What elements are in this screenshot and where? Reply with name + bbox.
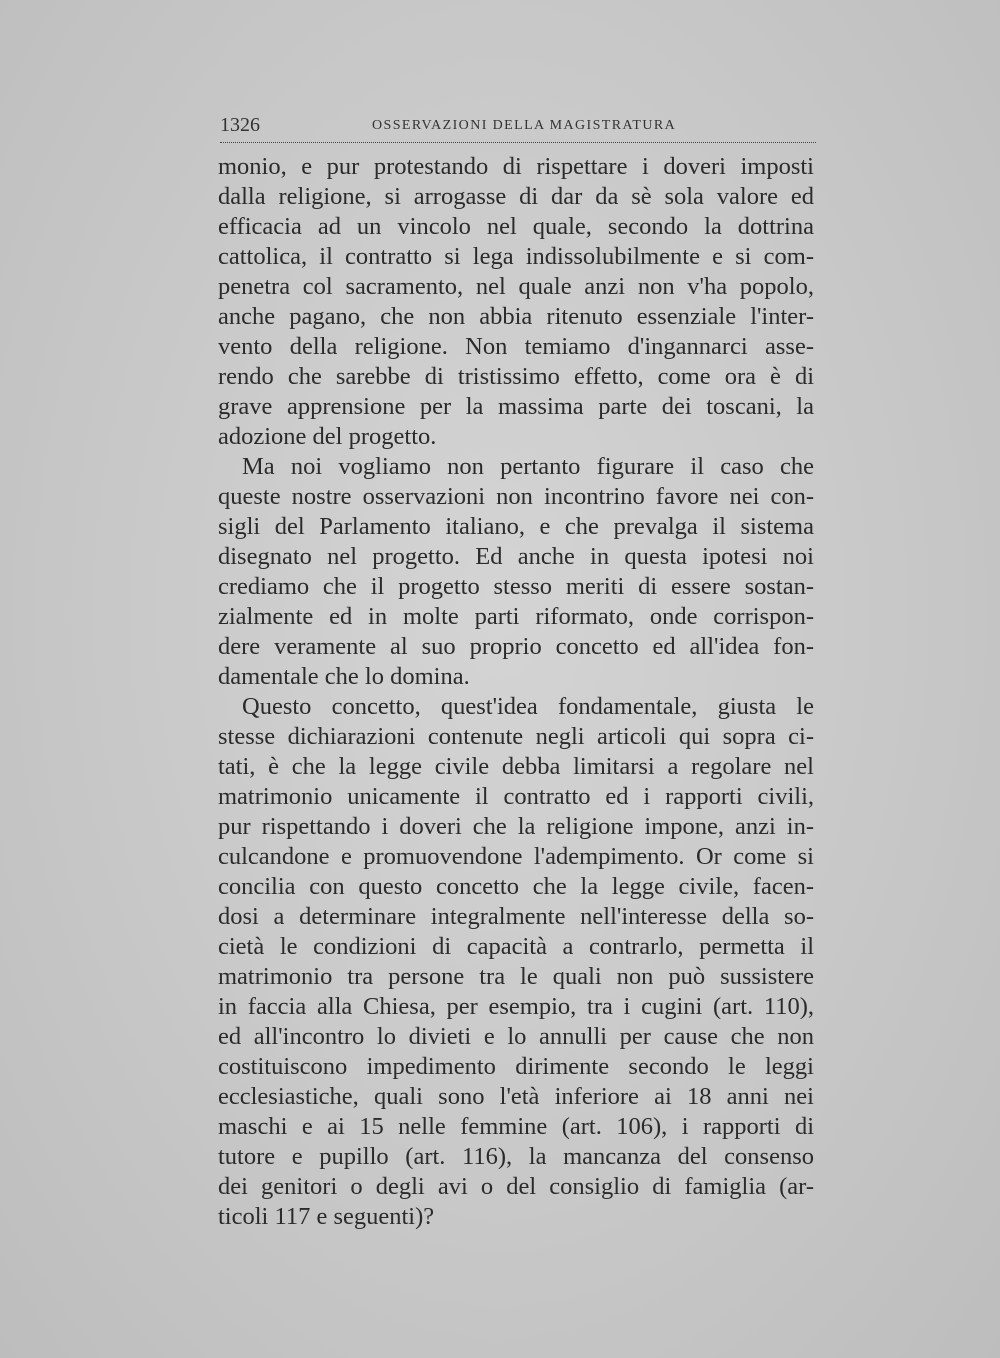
text-line: zialmente ed in molte parti riformato, onde corrispon- — [218, 603, 814, 630]
text-line: dalla religione, si arrogasse di dar da sè sola valore ed — [218, 183, 814, 210]
text-line: crediamo che il progetto stesso meriti di essere sostan- — [218, 573, 814, 600]
text-line: vento della religione. Non temiamo d'ingannarci asse- — [218, 333, 814, 360]
text-line: damentale che lo domina. — [218, 663, 470, 690]
text-line: tutore e pupillo (art. 116), la mancanza del consenso — [218, 1143, 814, 1170]
text-line: grave apprensione per la massima parte dei toscani, la — [218, 393, 814, 420]
text-line: pur rispettando i doveri che la religione impone, anzi in- — [218, 813, 814, 840]
text-line: disegnato nel progetto. Ed anche in questa ipotesi noi — [218, 543, 814, 570]
text-line: ticoli 117 e seguenti)? — [218, 1203, 435, 1230]
running-title: OSSERVAZIONI DELLA MAGISTRATURA — [372, 118, 677, 133]
text-line: adozione del progetto. — [218, 423, 437, 450]
text-line: stesse dichiarazioni contenute negli articoli qui sopra ci- — [218, 723, 814, 750]
text-line: cattolica, il contratto si lega indissolubilmente e si com- — [218, 243, 814, 270]
text-line: sigli del Parlamento italiano, e che prevalga il sistema — [218, 513, 814, 540]
text-line: dere veramente al suo proprio concetto ed all'idea fon- — [218, 633, 814, 660]
text-line: in faccia alla Chiesa, per esempio, tra i cugini (art. 110), — [218, 993, 814, 1020]
page-number: 1326 — [220, 114, 260, 136]
paragraph-2 — [218, 452, 814, 692]
text-line: Questo concetto, quest'idea fondamentale, giusta le — [242, 693, 814, 720]
paragraph-1 — [218, 152, 814, 452]
running-header — [220, 112, 816, 143]
text-line: culcandone e promuovendone l'adempimento. Or come si — [218, 843, 814, 870]
text-line: Ma noi vogliamo non pertanto figurare il caso che — [242, 453, 814, 480]
text-line: rendo che sarebbe di tristissimo effetto, come ora è di — [218, 363, 814, 390]
text-line: ed all'incontro lo divieti e lo annulli per cause che non — [218, 1023, 814, 1050]
text-line: concilia con questo concetto che la legge civile, facen- — [218, 873, 814, 900]
text-line: dei genitori o degli avi o del consiglio di famiglia (ar- — [218, 1173, 814, 1200]
text-line: costituiscono impedimento dirimente secondo le leggi — [218, 1053, 814, 1080]
text-line: dosi a determinare integralmente nell'interesse della so- — [218, 903, 814, 930]
text-line: ecclesiastiche, quali sono l'età inferiore ai 18 anni nei — [218, 1083, 814, 1110]
text-line: matrimonio tra persone tra le quali non può sussistere — [218, 963, 814, 990]
text-line: cietà le condizioni di capacità a contrarlo, permetta il — [218, 933, 814, 960]
paragraph-3 — [218, 692, 814, 1232]
text-line: maschi e ai 15 nelle femmine (art. 106), i rapporti di — [218, 1113, 814, 1140]
text-line: anche pagano, che non abbia ritenuto essenziale l'inter- — [218, 303, 814, 330]
text-line: monio, e pur protestando di rispettare i doveri imposti — [218, 153, 814, 180]
text-line: efficacia ad un vincolo nel quale, secondo la dottrina — [218, 213, 814, 240]
text-line: tati, è che la legge civile debba limitarsi a regolare nel — [218, 753, 814, 780]
text-line: penetra col sacramento, nel quale anzi non v'ha popolo, — [218, 273, 814, 300]
text-line: matrimonio unicamente il contratto ed i rapporti civili, — [218, 783, 814, 810]
body-text — [218, 152, 814, 1232]
text-line: queste nostre osservazioni non incontrino favore nei con- — [218, 483, 814, 510]
